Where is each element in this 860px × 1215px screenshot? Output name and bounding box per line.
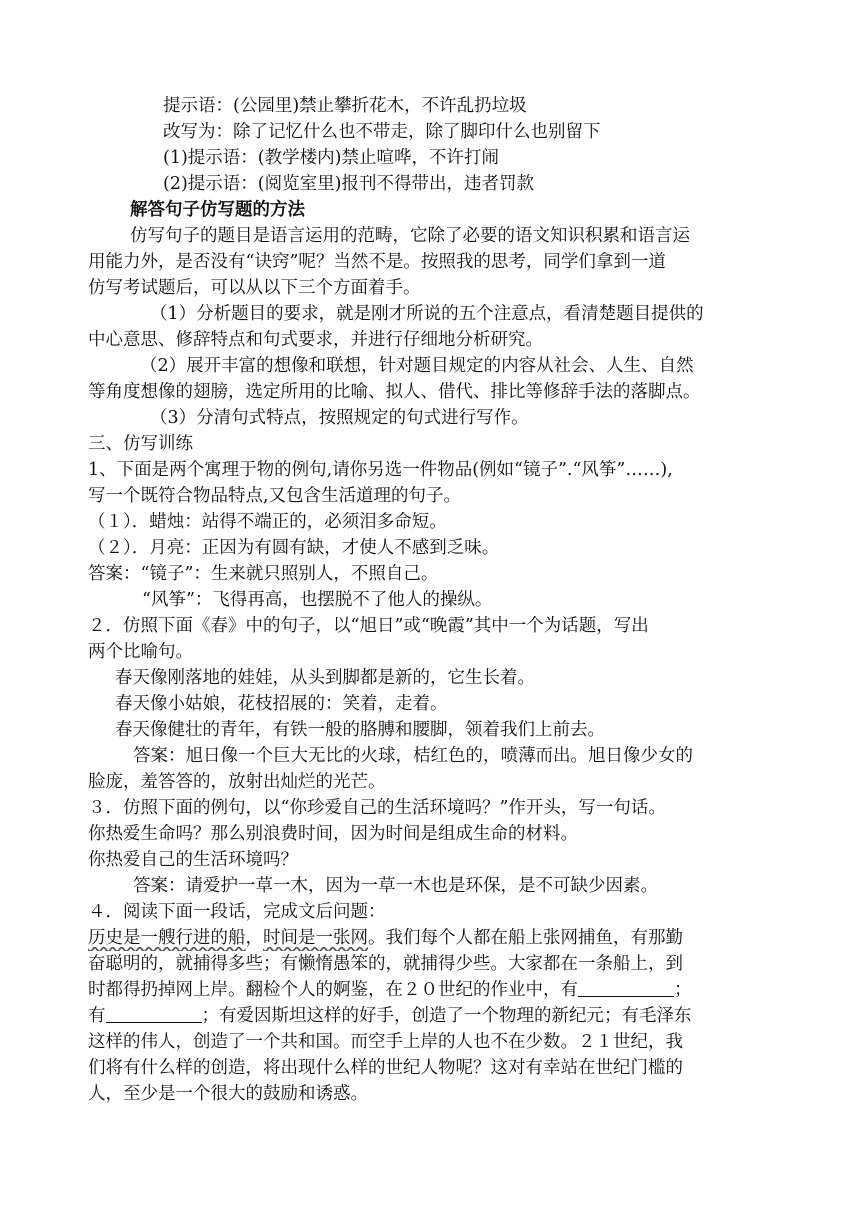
prompt-example-line: 提示语：(公园里)禁止攀折花木，不许乱扔垃圾 [163,96,527,116]
method-2-line: （2）展开丰富的想像和联想，针对题目规定的内容从社会、人生、自然 [140,356,694,376]
passage-text: ；有爱因斯坦这样的好手，创造了一个物理的新纪元；有毛泽东 [201,1006,692,1026]
exercise-1-line: (1)提示语：(教学楼内)禁止喧哗，不许打闹 [163,148,499,168]
example-line: （１）．蜡烛：站得不端正的，必须泪多命短。 [88,512,447,532]
answer-line: 答案：旭日像一个巨大无比的火球，桔红色的，喷薄而出。旭日像少女的 [133,746,693,766]
example-line: 春天像健壮的青年，有铁一般的胳膊和腰脚，领着我们上前去。 [115,720,605,740]
question-2-line: 两个比喻句。 [88,642,193,662]
fill-blank[interactable] [106,1004,202,1023]
answer-line: 答案：请爱护一草一木，因为一草一木也是环保，是不可缺少因素。 [133,876,658,896]
fill-blank[interactable] [578,978,674,997]
example-line: 你热爱自己的生活环境吗？ [88,850,298,870]
passage-text: 有 [88,1006,106,1026]
exercise-2-line: (2)提示语：(阅览室里)报刊不得带出，违者罚款 [163,174,534,194]
question-4-line: ４．阅读下面一段话，完成文后问题： [88,902,386,922]
section-title: 三、仿写训练 [88,434,193,454]
punctuation: 。 [368,928,386,948]
answer-line: “风筝”：飞得再高，也摆脱不了他人的操纵。 [142,590,493,610]
passage-line [88,977,778,1003]
passage-line [88,1003,778,1029]
method-2-line: 等角度想像的翅膀，选定所用的比喻、拟人、借代、排比等修辞手法的落脚点。 [88,382,701,402]
rewrite-example-line: 改写为：除了记忆什么也不带走，除了脚印什么也别留下 [163,122,601,142]
passage-text: 时都得扔掉网上岸。翻检个人的婀鉴，在２０世纪的作业中，有 [88,980,578,1000]
question-2-line: ２．仿照下面《春》中的句子，以“旭日”或“晚霞”其中一个为话题，写出 [88,616,649,636]
question-1-line: 写一个既符合物品特点,又包含生活道理的句子。 [88,486,462,506]
punctuation: ； [674,980,692,1000]
underlined-phrase: 历史是一艘行进的船 [88,928,246,948]
method-3-line: （3）分清句式特点，按照规定的句式进行写作。 [150,408,529,428]
example-line: 春天像刚落地的娃娃，从头到脚都是新的，它生长着。 [115,668,535,688]
paragraph-line: 仿写句子的题目是语言运用的范畴，它除了必要的语文知识积累和语言运 [130,226,690,246]
passage-line: 奋聪明的，就捕得多些；有懒惰愚笨的，就捕得少些。大家都在一条船上，到 [88,954,683,974]
method-1-line: 中心意思、修辞特点和句式要求，并进行仔细地分析研究。 [88,330,543,350]
question-1-line: 1、下面是两个寓理于物的例句,请你另选一件物品(例如“镜子”.“风筝”……), [88,460,673,480]
question-3-line: ３．仿照下面的例句，以“你珍爱自己的生活环境吗？”作开头，写一句话。 [88,798,666,818]
passage-line [88,925,778,951]
section-heading: 解答句子仿写题的方法 [130,200,305,220]
example-line: 春天像小姑娘，花枝招展的：笑着，走着。 [115,694,448,714]
passage-line: 人，至少是一个很大的鼓励和诱惑。 [88,1084,368,1104]
underlined-phrase: 时间是一张网 [263,928,368,948]
example-line: 你热爱生命吗？那么别浪费时间，因为时间是组成生命的材料。 [88,824,578,844]
method-1-line: （1）分析题目的要求，就是刚才所说的五个注意点，看清楚题目提供的 [150,304,704,324]
paragraph-line: 仿写考试题后，可以从以下三个方面着手。 [88,278,421,298]
passage-text: 我们每个人都在船上张网捕鱼，有那勤 [385,928,683,948]
punctuation: ， [245,928,263,948]
answer-line: 脸庞，羞答答的，放射出灿烂的光芒。 [88,772,386,792]
paragraph-line: 用能力外，是否没有“诀窍”呢？当然不是。按照我的思考，同学们拿到一道 [88,252,666,272]
example-line: （２）．月亮：正因为有圆有缺，才使人不感到乏味。 [88,538,500,558]
passage-line: 们将有什么样的创造，将出现什么样的世纪人物呢？这对有幸站在世纪门槛的 [88,1058,683,1078]
passage-line: 这样的伟人，创造了一个共和国。而空手上岸的人也不在少数。２１世纪，我 [88,1032,683,1052]
answer-line: 答案：“镜子”：生来就只照别人，不照自己。 [88,564,439,584]
